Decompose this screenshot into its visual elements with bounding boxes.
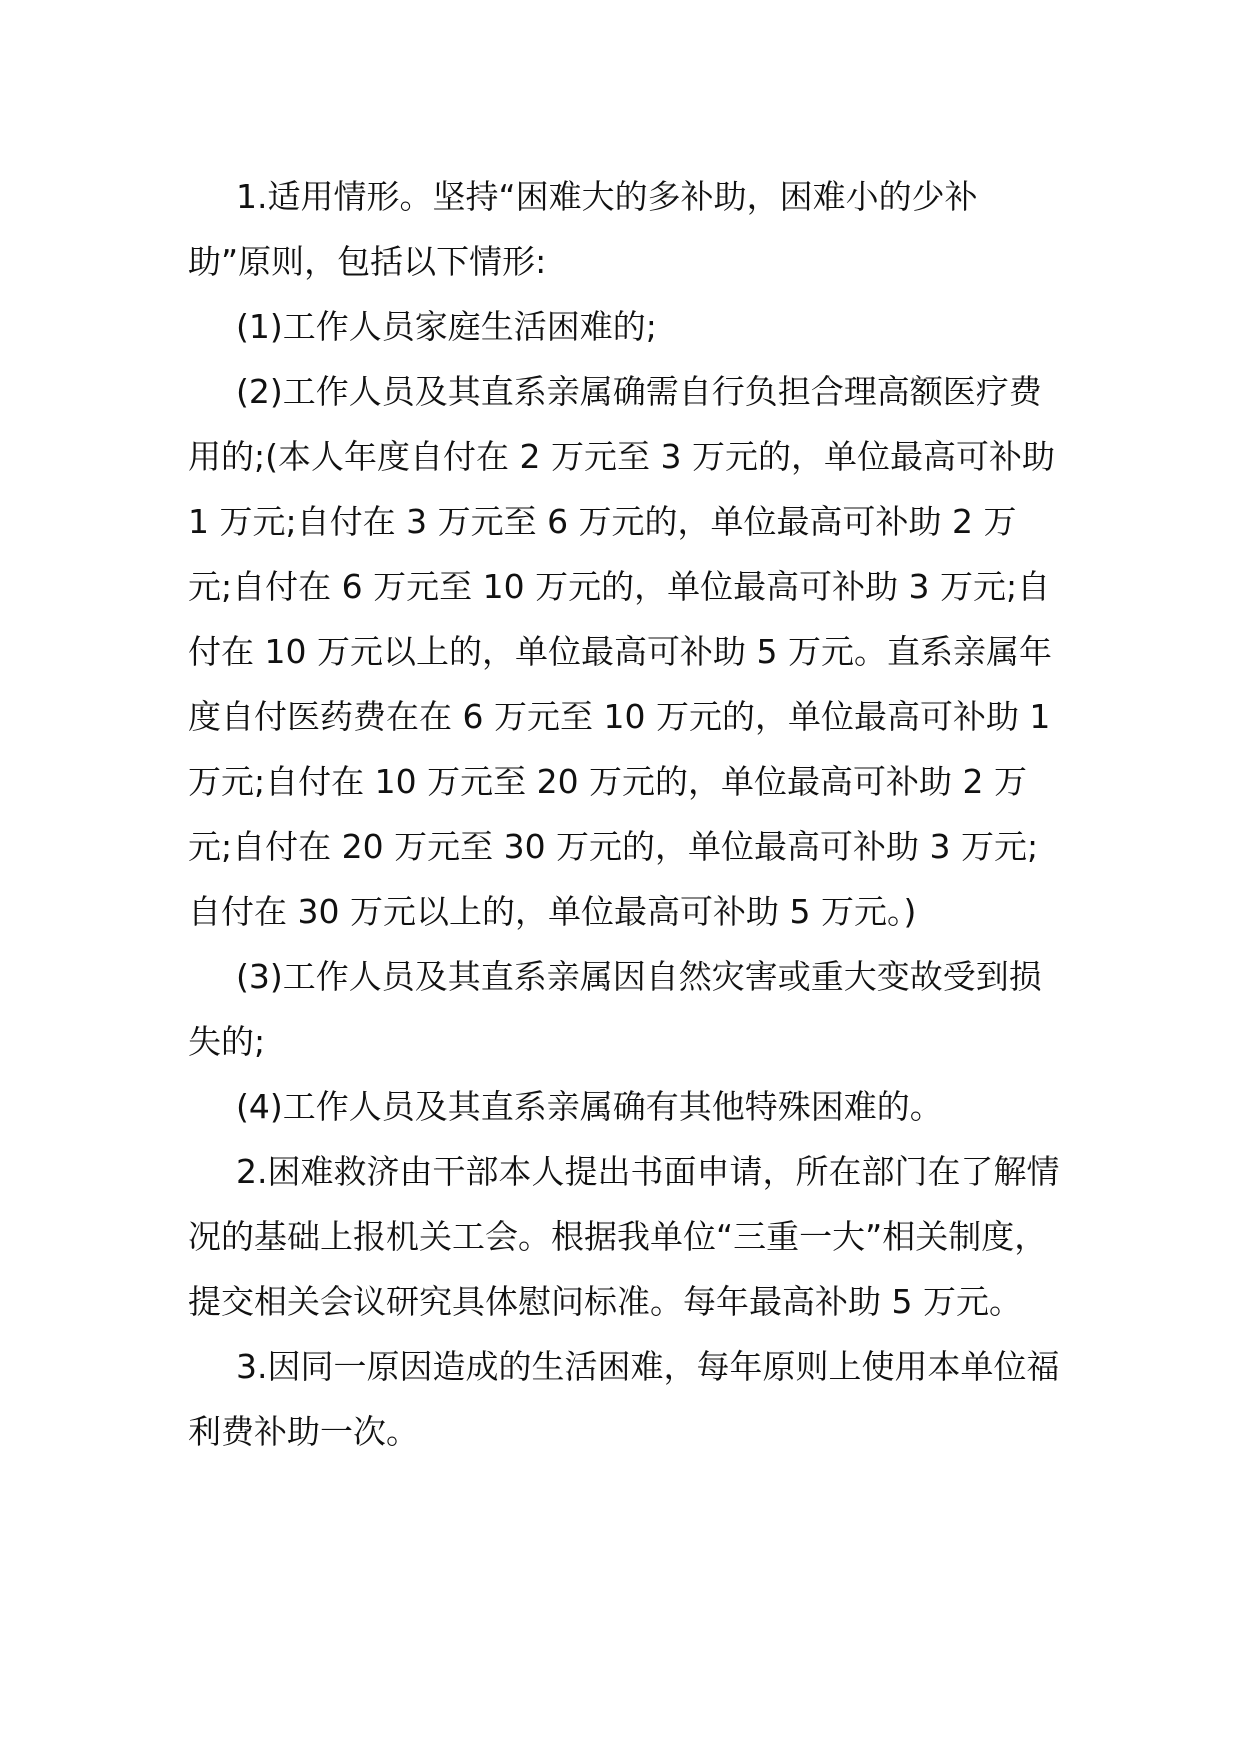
document-body bbox=[188, 164, 1060, 1464]
paragraph-application-procedure: 2.困难救济由干部本人提出书面申请，所在部门在了解情况的基础上报机关工会。根据我单位“三重一大”相关制度，提交相关会议研究具体慰问标准。每年最高补助 5 万元。 bbox=[188, 1152, 1060, 1321]
paragraph-item-1-family-hardship: (1)工作人员家庭生活困难的; bbox=[236, 307, 657, 346]
paragraph-subsidy-frequency: 3.因同一原因造成的生活困难，每年原则上使用本单位福利费补助一次。 bbox=[188, 1347, 1060, 1451]
paragraph-item-2-medical-expenses: (2)工作人员及其直系亲属确需自行负担合理高额医疗费用的;(本人年度自付在 2 万元至 3 万元的，单位最高可补助 1 万元;自付在 3 万元至 6 万元的，单位最高可补助 2 万元;自付在 6 万元至 10 万元的，单位最高可补助 3 万元;自付在 10 万元以上的，单位最高可补助 5 万元。直系亲属年度自付医药费在在 6 万元至 10 万元的，单位最高可补助 1 万元;自付在 10 万元至 20 万元的，单位最高可补助 2 万元;自付在 20 万元至 30 万元的，单位最高可补助 3 万元;自付在 30 万元以上的，单位最高可补助 5 万元。) bbox=[188, 372, 1055, 931]
paragraph-applicable-situations: 1.适用情形。坚持“困难大的多补助，困难小的少补助”原则，包括以下情形: bbox=[188, 177, 978, 281]
paragraph-item-4-special-hardship: (4)工作人员及其直系亲属确有其他特殊困难的。 bbox=[236, 1087, 943, 1126]
paragraph-item-3-disaster-loss: (3)工作人员及其直系亲属因自然灾害或重大变故受到损失的; bbox=[188, 957, 1042, 1061]
